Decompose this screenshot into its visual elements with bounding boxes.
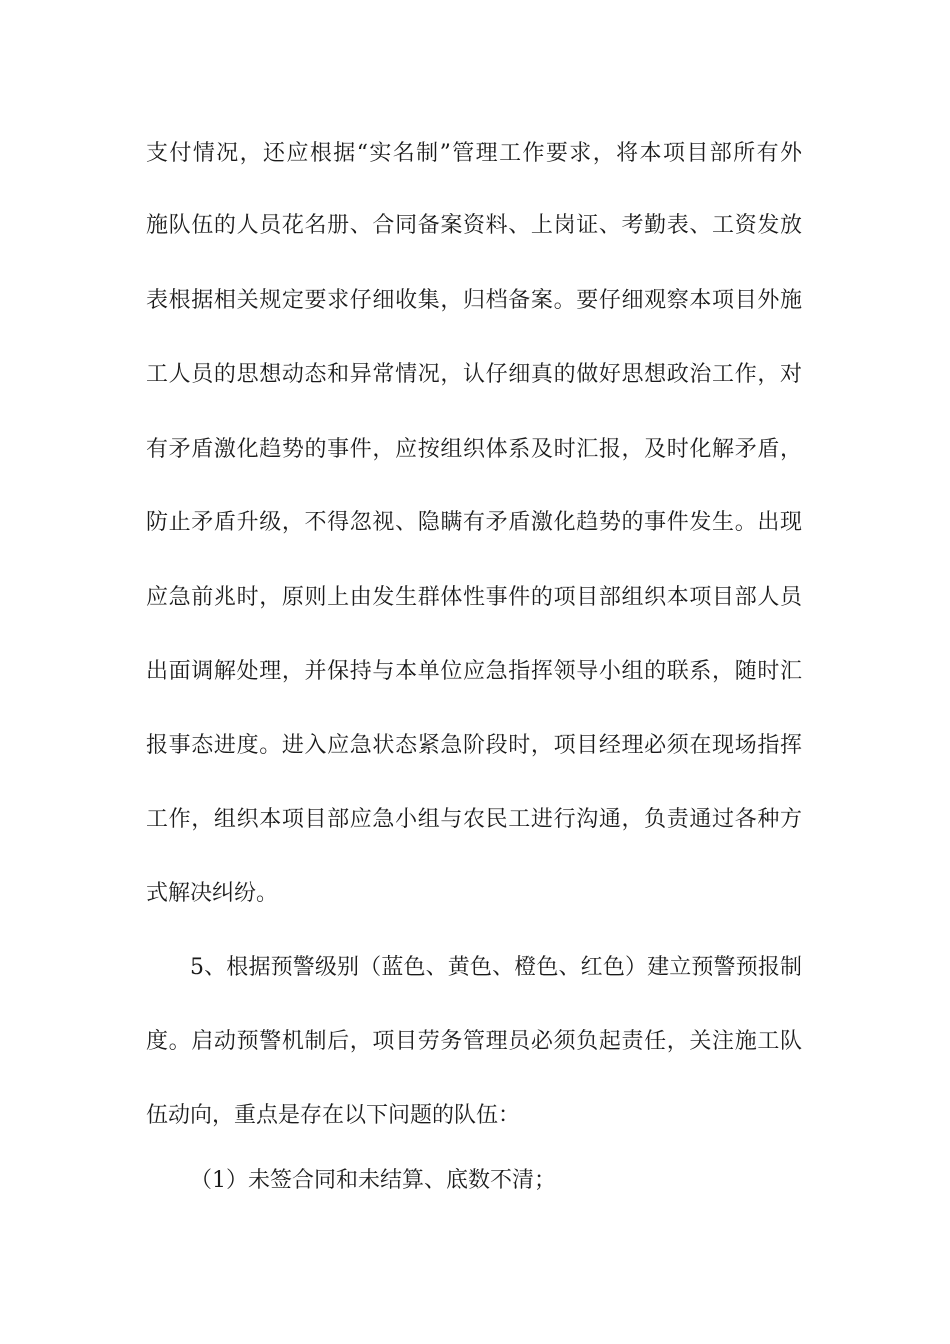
text-line: 5、根据预警级别（蓝色、黄色、橙色、红色）建立预警预报制 bbox=[190, 955, 802, 980]
text-line: 度。启动预警机制后，项目劳务管理员必须负起责任，关注施工队 bbox=[146, 1029, 802, 1054]
text-line: 表根据相关规定要求仔细收集，归档备案。要仔细观察本项目外施 bbox=[146, 288, 802, 313]
text-line: 工人员的思想动态和异常情况，认仔细真的做好思想政治工作，对 bbox=[146, 362, 802, 387]
text-line: 防止矛盾升级，不得忽视、隐瞒有矛盾激化趋势的事件发生。出现 bbox=[146, 510, 802, 535]
text-line: 式解决纠纷。 bbox=[146, 881, 279, 906]
text-line: 有矛盾激化趋势的事件，应按组织体系及时汇报，及时化解矛盾， bbox=[146, 437, 802, 462]
text-line: 支付情况，还应根据“实名制”管理工作要求，将本项目部所有外 bbox=[146, 141, 802, 166]
text-line: 工作，组织本项目部应急小组与农民工进行沟通，负责通过各种方 bbox=[146, 807, 802, 832]
text-line: 应急前兆时，原则上由发生群体性事件的项目部组织本项目部人员 bbox=[146, 585, 802, 610]
text-line: 出面调解处理，并保持与本单位应急指挥领导小组的联系，随时汇 bbox=[146, 659, 802, 684]
text-line: 报事态进度。进入应急状态紧急阶段时，项目经理必须在现场指挥 bbox=[146, 733, 802, 758]
text-line: （1）未签合同和未结算、底数不清； bbox=[190, 1168, 556, 1193]
text-line: 伍动向，重点是存在以下问题的队伍： bbox=[146, 1103, 521, 1128]
text-line: 施队伍的人员花名册、合同备案资料、上岗证、考勤表、工资发放 bbox=[146, 213, 802, 238]
